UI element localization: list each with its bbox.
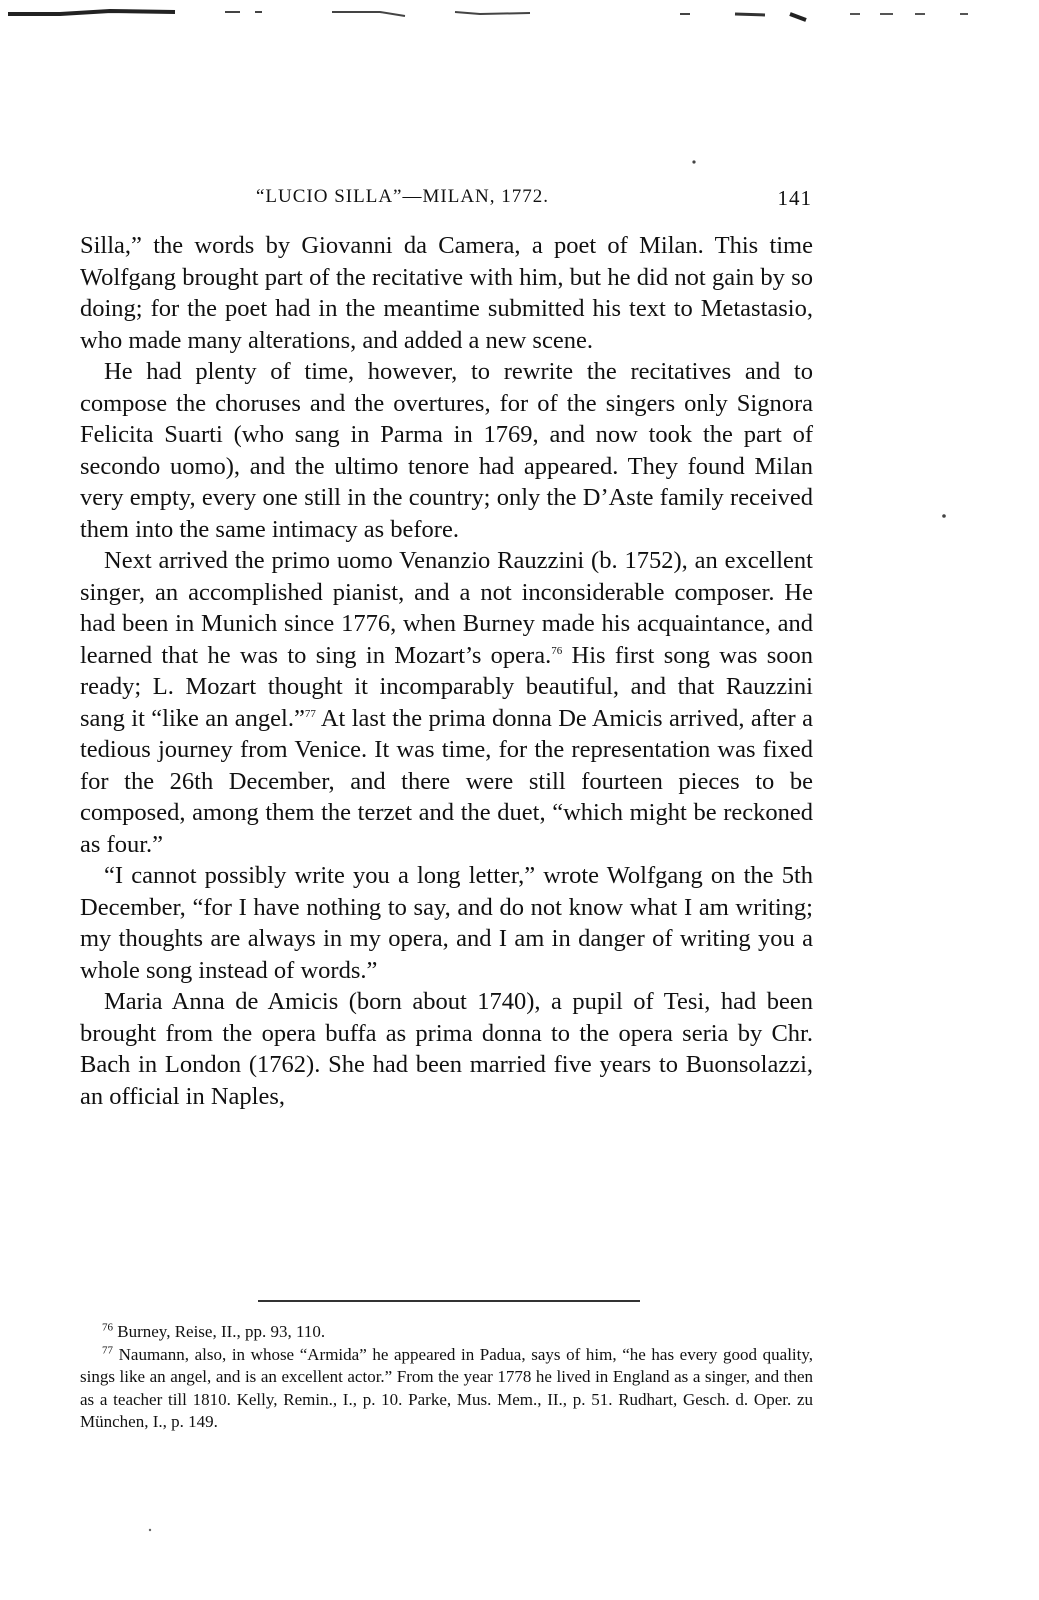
paragraph-5: Maria Anna de Amicis (born about 1740), a pupil of Tesi, had been brought from the opera buffa as prima donna to the opera seria by Chr. Bach in London (1762). She had been married five years to Buonsolazzi, an official in Naples, <box>80 988 813 1110</box>
paragraph-3-text: Next arrived the primo uomo Venanzio Rauzzini (b. 1752), an excellent singer, an accomplished pianist, and a not inconsiderable composer. He had been in Munich since 1776, when Burney made his acquaintance, and learned that he was to sing in Mozart’s opera. <box>80 547 813 669</box>
footnote-76 <box>80 1321 813 1344</box>
footnote-mark: 76 <box>102 1321 113 1334</box>
body-text <box>80 230 813 1112</box>
paragraph-1: Silla,” the words by Giovanni da Camera, a poet of Milan. This time Wolfgang brought part of the recitative with him, but he did not gain by so doing; for the poet had in the meantime submitted his text to Metastasio, who made many alterations, and added a new scene. <box>80 232 813 354</box>
page-number: 141 <box>777 186 812 210</box>
paragraph-3 <box>80 545 813 860</box>
paragraph-4: “I cannot possibly write you a long letter,” wrote Wolfgang on the 5th December, “for I have nothing to say, and do not know what I am writing; my thoughts are always in my opera, and I am in danger of writing you a whole song instead of words.” <box>80 862 813 984</box>
footnote-text: Naumann, also, in whose “Armida” he appeared in Padua, says of him, “he has every good quality, sings like an angel, and is an excellent actor.” From the year 1778 he lived in England as a singer, and then as a teacher till 1810. Kelly, Remin., I., p. 10. Parke, Mus. Mem., II., p. 51. Rudhart, Gesch. d. Oper. zu München, I., p. 149. <box>80 1344 814 1431</box>
scan-edge-artifacts <box>0 0 1039 30</box>
paragraph-3-continuation: His first song was soon ready; L. Mozart thought it incomparably beautiful, and that Rauzzini sang it “like an angel.” <box>80 641 814 732</box>
footnote-ref-76: 76 <box>551 644 563 657</box>
running-header <box>80 186 822 218</box>
running-title: “LUCIO SILLA”—MILAN, 1772. <box>256 186 550 207</box>
footnote-separator <box>258 1300 640 1302</box>
paragraph-3-end: At last the prima donna De Amicis arrived, after a tedious journey from Venice. It was time, for the representation was fixed for the 26th December, and there were still fourteen pieces to be composed, among them the terzet and the duet, “which might be reckoned as four.” <box>80 704 813 858</box>
footnotes <box>80 1321 813 1434</box>
paragraph-2: He had plenty of time, however, to rewrite the recitatives and to compose the choruses and the overtures, for of the singers only Signora Felicita Suarti (who sang in Parma in 1769, and now took the part of secondo uomo), and the ultimo tenore had appeared. They found Milan very empty, every one still in the country; only the D’Aste family received them into the same intimacy as before. <box>80 358 813 543</box>
footnote-77 <box>80 1344 813 1434</box>
footnote-ref-77: 77 <box>304 707 316 720</box>
footnote-mark: 77 <box>102 1343 113 1356</box>
footnote-text: Burney, Reise, II., pp. 93, 110. <box>117 1322 326 1341</box>
